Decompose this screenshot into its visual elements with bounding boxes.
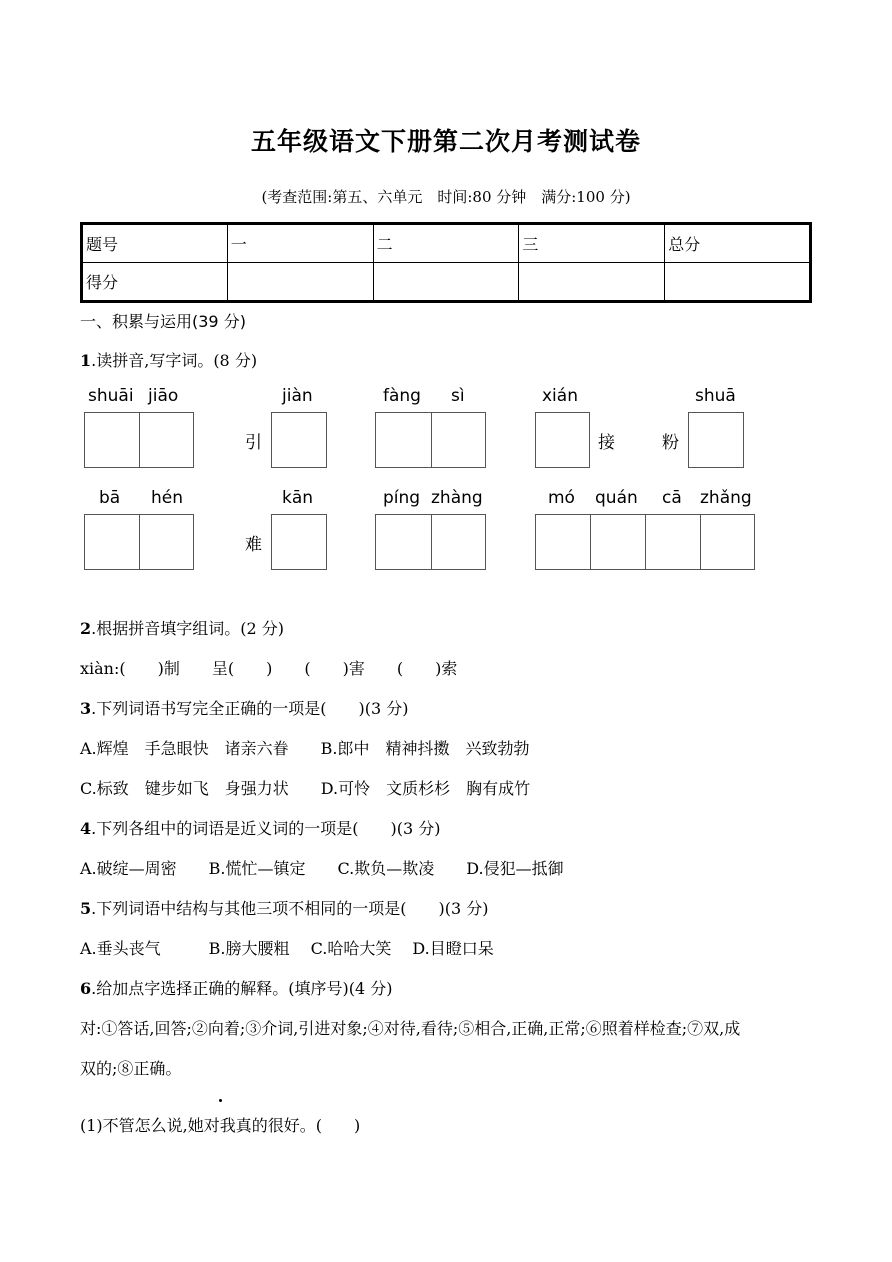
q4-options: A.破绽—周密 B.慌忙—镇定 C.欺负—欺凌 D.侵犯—抵御 bbox=[80, 859, 564, 878]
question-1 bbox=[80, 348, 257, 371]
pinyin-label: cā bbox=[662, 488, 682, 508]
question-text: .读拼音,写字词。(8 分) bbox=[91, 351, 258, 370]
q3-options-cd: C.标致 键步如飞 身强力状 D.可怜 文质杉杉 胸有成竹 bbox=[80, 779, 531, 798]
pinyin-label: sì bbox=[451, 386, 465, 406]
question-number: 5 bbox=[80, 899, 92, 918]
score-header-cell: 三 bbox=[519, 224, 665, 263]
question-text: .下列词语书写完全正确的一项是( )(3 分) bbox=[91, 699, 409, 718]
score-cell[interactable] bbox=[665, 263, 811, 302]
section-heading: 一、积累与运用(39 分) bbox=[80, 312, 246, 331]
q6-definitions-line1: 对:①答话,回答;②向着;③介词,引进对象;④对待,看待;⑤相合,正确,正常;⑥照着样检查;⑦双,成 bbox=[80, 1019, 741, 1038]
score-cell[interactable] bbox=[519, 263, 665, 302]
writing-box[interactable] bbox=[84, 514, 194, 570]
writing-box[interactable] bbox=[688, 412, 744, 468]
question-number: 3 bbox=[80, 699, 92, 718]
given-character: 引 bbox=[245, 433, 262, 453]
question-number: 1 bbox=[80, 351, 92, 370]
score-header-cell: 二 bbox=[373, 224, 519, 263]
score-cell[interactable] bbox=[227, 263, 373, 302]
writing-box[interactable] bbox=[84, 412, 194, 468]
pinyin-label: zhǎng bbox=[700, 488, 752, 508]
given-character: 难 bbox=[245, 535, 262, 555]
question-6 bbox=[80, 976, 392, 999]
question-text: .根据拼音填字组词。(2 分) bbox=[91, 619, 284, 638]
pinyin-label: jiāo bbox=[148, 386, 179, 406]
pinyin-label: bā bbox=[99, 488, 121, 508]
score-header-cell: 题号 bbox=[82, 224, 228, 263]
question-number: 4 bbox=[80, 819, 92, 838]
writing-box[interactable] bbox=[535, 514, 755, 570]
question-3 bbox=[80, 696, 408, 719]
score-row-label: 得分 bbox=[82, 263, 228, 302]
question-text: .下列词语中结构与其他三项不相同的一项是( )(3 分) bbox=[91, 899, 489, 918]
pinyin-label: jiàn bbox=[282, 386, 313, 406]
writing-box[interactable] bbox=[271, 514, 327, 570]
q6-definitions-line2: 双的;⑧正确。 bbox=[80, 1059, 182, 1078]
q3-options-ab: A.辉煌 手急眼快 诸亲六眷 B.郎中 精神抖擞 兴致勃勃 bbox=[80, 739, 530, 758]
page-title: 五年级语文下册第二次月考测试卷 bbox=[250, 127, 641, 156]
question-text: .下列各组中的词语是近义词的一项是( )(3 分) bbox=[91, 819, 441, 838]
writing-box[interactable] bbox=[535, 412, 590, 468]
score-cell[interactable] bbox=[373, 263, 519, 302]
score-header-cell: 一 bbox=[227, 224, 373, 263]
exam-subtitle: (考查范围:第五、六单元 时间:80 分钟 满分:100 分) bbox=[261, 188, 631, 206]
question-2 bbox=[80, 616, 284, 639]
question-text: .给加点字选择正确的解释。(填序号)(4 分) bbox=[91, 979, 393, 998]
question-5 bbox=[80, 896, 488, 919]
pinyin-label: hén bbox=[151, 488, 184, 508]
given-character: 粉 bbox=[662, 433, 679, 453]
question-number: 2 bbox=[80, 619, 92, 638]
pinyin-label: shuā bbox=[695, 386, 736, 406]
pinyin-label: píng bbox=[383, 488, 421, 508]
pinyin-label: xián bbox=[542, 386, 578, 406]
question-number: 6 bbox=[80, 979, 92, 998]
q5-options: A.垂头丧气 B.膀大腰粗 C.哈哈大笑 D.目瞪口呆 bbox=[80, 939, 494, 958]
score-header-cell: 总分 bbox=[665, 224, 811, 263]
writing-box[interactable] bbox=[271, 412, 327, 468]
given-character: 接 bbox=[598, 433, 615, 453]
score-table-score-row bbox=[82, 263, 811, 302]
pinyin-label: quán bbox=[595, 488, 638, 508]
emphasis-dot bbox=[219, 1099, 222, 1102]
pinyin-label: mó bbox=[548, 488, 575, 508]
score-table-header-row bbox=[82, 224, 811, 263]
pinyin-label: fàng bbox=[383, 386, 421, 406]
pinyin-label: kān bbox=[282, 488, 314, 508]
pinyin-label: zhàng bbox=[431, 488, 483, 508]
score-table bbox=[80, 222, 812, 303]
q6-item-1: (1)不管怎么说,她对我真的很好。( ) bbox=[80, 1116, 361, 1135]
question-4 bbox=[80, 816, 440, 839]
writing-box[interactable] bbox=[375, 514, 486, 570]
writing-box[interactable] bbox=[375, 412, 486, 468]
q2-fill-line: xiàn:( )制 呈( ) ( )害 ( )索 bbox=[80, 659, 458, 678]
pinyin-label: shuāi bbox=[88, 386, 134, 406]
